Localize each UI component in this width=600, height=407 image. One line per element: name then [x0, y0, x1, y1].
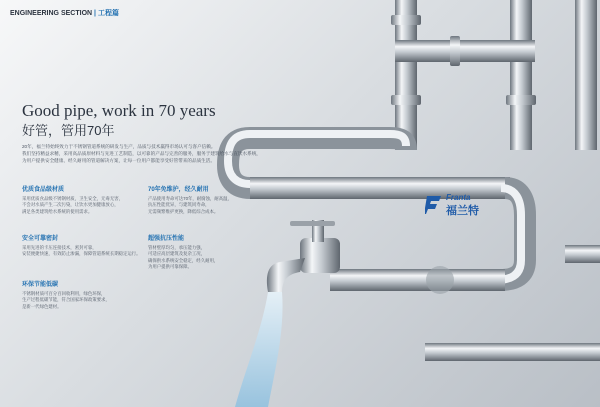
feature-line: 是新一代绿色建材。 — [22, 303, 62, 309]
pipe-fitting — [450, 36, 460, 66]
feature-title: 环保节能低碳 — [22, 282, 59, 288]
feature-line: 为用户提供可靠保障。 — [148, 264, 192, 270]
feature-line: 不会对水质产生二次污染，让饮水更加健康放心， — [22, 202, 119, 208]
feature-line: 生产过程低碳节能，符合国家环保政策要求， — [22, 297, 110, 303]
section-header — [10, 8, 119, 18]
feature-line: 满足各类建筑给水系统的使用需求。 — [22, 208, 93, 214]
intro-line: 为用户提供安全健康、经久耐用的管道解决方案，让每一位用户都能享受好管带来的品质生活。 — [22, 158, 215, 164]
faucet-handle — [290, 221, 335, 226]
pipe-fitting — [391, 95, 421, 105]
feature-section-3 — [22, 236, 147, 258]
pipe-bottom — [425, 343, 600, 361]
feature-section-1 — [22, 187, 162, 215]
feature-title: 70年免维护，经久耐用 — [148, 187, 209, 193]
pipe-fitting — [506, 95, 536, 105]
feature-line: 无需频繁维护更换，降低综合成本。 — [148, 208, 219, 214]
brand-name-cn: 福兰特 — [446, 205, 479, 217]
feature-line: 采用先进的卡压连接技术，密封可靠， — [22, 244, 97, 250]
feature-line: 可适应高层建筑及复杂工况， — [148, 251, 206, 257]
intro-line: 20年，福兰特始终致力于不锈钢管道系统的研发与生产，品质与技术赢得市场认可与客户信赖。 — [22, 144, 216, 149]
feature-section-2 — [148, 187, 288, 215]
headline-cn: 好管，管用70年 — [22, 123, 115, 138]
header-separator: | — [94, 10, 96, 17]
feature-title: 优质食品级材质 — [22, 187, 65, 193]
section-title-cn: 工程篇 — [97, 10, 119, 17]
section-title-en: ENGINEERING SECTION — [10, 10, 93, 17]
pipe-vertical-3 — [575, 0, 597, 150]
pipe-horizontal-lower — [330, 269, 505, 291]
feature-line: 抗压性能优异，与建筑同寿命， — [148, 202, 210, 208]
pipe-fitting — [391, 15, 421, 25]
headline-en: Good pipe, work in 70 years — [22, 101, 216, 120]
faucet-body — [300, 238, 340, 273]
brand-name-en: Franta — [446, 193, 471, 202]
pipe-crossbar — [395, 40, 535, 62]
feature-line: 采用优质食品级不锈钢材质，卫生安全，无毒无害， — [22, 195, 123, 201]
pipe-flange — [426, 266, 454, 294]
pipe-vertical-2 — [510, 0, 532, 150]
feature-line: 安装便捷快速，有效防止渗漏，保障管道系统长期稳定运行。 — [22, 251, 141, 257]
feature-line: 管材壁厚均匀，承压能力强， — [148, 244, 206, 250]
feature-section-5 — [22, 282, 152, 310]
feature-line: 产品使用寿命可达70年，耐腐蚀，耐高温， — [148, 195, 232, 201]
feature-title: 超强抗压性能 — [148, 236, 185, 242]
intro-paragraph — [22, 143, 312, 165]
feature-section-4 — [148, 236, 278, 271]
pipe-right-stub — [565, 245, 600, 263]
feature-line: 确保供水系统安全稳定，经久耐用， — [148, 257, 219, 263]
water-stream — [235, 292, 283, 407]
intro-line: 我们坚持精益求精，采用高品质原材料与先进工艺制造，以可靠的产品与完善的服务，服务于建筑给水与直饮水系统， — [22, 151, 261, 157]
feature-line: 不锈钢材质可百分百回收利用，绿色环保， — [22, 290, 106, 296]
feature-title: 安全可靠密封 — [22, 236, 59, 242]
